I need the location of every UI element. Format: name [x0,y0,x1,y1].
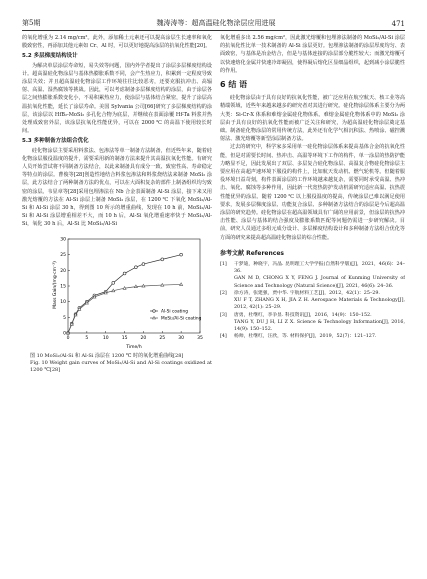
reference-text: TANG Y, DU J H, LI Z X. Science & Technology Information[J], 2016, 14(9): 150–152. [234,319,405,332]
x-tick-label: 0 [66,335,70,341]
x-tick-label: 30 [178,335,185,341]
y-tick-label: 15 [60,284,66,290]
y-tick-label: 30 [60,237,66,243]
reference-item [220,319,405,333]
conclusion-paragraph-2: 过去的研究中，科学家多采用单一硅化物涂层体系来提高基体合金的抗氧化性能，但是对需要长时间、热冲击、高温等环境下工作的构件，单一涂层的热防护能力略显不足，因此发展出了双层、多层复合硅化物涂层、高温复合物硅化物涂层主要应用在高超声速环境下服役的构件上，比如航天发动机、燃气轮机等。但随着服役环境日益苛刻，构件表面涂层的工作环境越来越复杂，需要同时承受高温、热冲击、氧化、腐蚀等多种作用，因此新一代宽热防护发动机需研究适应高温、抗热震性能优异的涂层。随着 1200 ℃ 以上服役温度的提高，传统涂层已难以满足使用要求，发展多层梯度涂层、功能复合涂层、多种制备方法结合的涂层是今后超高温涂层的研究趋势。硅化物涂层在超高温领域具有广阔的应用前景，但涂层的抗热冲击性能、涂层与基体的结合强度及膨胀系数匹配等问题仍需进一步研究解决。目前，研究人员通过多组元成分设计、多层梯度结构设计和多种制备方法组合优化等方面的研究来提高超高温硅化物涂层的综合性能。 [220,144,405,241]
legend-marker [153,309,156,312]
conclusion-paragraph-1: 硅化物涂层由于具有良好的抗氧化性能，被广泛应用在航空航天、核工业等高精端领域，近些年来越来越多的研究者对其进行研究。硅化物涂层体系主要分为两大类：Si-Cr-X 体系和难熔金属硅化物体系。难熔金属硅化物体系中的 MoSi₂ 涂层由于具有良好的抗氧化性能而被广泛关注和研究，为超高温硅化物涂层奠定基础。制备硅化物涂层的常用传统方法，此外还有化学气相沉积法、热喷涂、磁控溅射法、激光熔覆等新型涂层制备方法。 [220,95,405,143]
data-point [134,285,137,288]
reference-item [220,333,405,340]
reference-text: GAN M D, CHONG X Y, FENG J. Journal of Kunming University of Science and Technology (Natural Science)[J], 2021, 46(6): 24–36. [234,276,405,289]
y-tick-label: 25 [60,252,66,258]
data-point [123,286,126,289]
left-column [22,34,212,374]
reference-item [220,261,405,275]
y-tick-label: 0 [63,331,66,337]
reference-number: [3] [220,312,227,318]
x-tick-label: 20 [140,335,147,341]
reference-text: XU F T, ZHANG X H, JIA Z H. Aerospace Materials & Technology[J], 2012, 42(1): 25–29. [234,298,405,311]
reference-item [220,297,405,311]
intro-paragraph: 的氧化增重为 2.14 mg/cm²。此外，添加稀土元素还可以提高涂层生长速率和氧化膜致密性，再添加其他元素如 Cr、Al 时，可以更好地提高涂层的抗氧化性能[20]。 [22,35,212,50]
x-tick-label: 35 [197,335,203,341]
reference-item [220,312,405,319]
figure-caption-en [22,360,212,374]
x-tick-label: 10 [102,335,109,341]
reference-number: [2] [220,290,227,296]
section-5-3-paragraph: 硅化物涂层主要采用料浆法、包渗法等单一制备方法制备，但近些年来，随着硅化物涂层服役温度的提升，需要采用新的制备方法来提升其高温抗氧化性能。有研究人员开始尝试将不同制备方法结合，以此来制备具有成分一致、致密性高、寿命稳定等特点的涂层。曹俊等[28]创造性地结合料浆包渗法和料浆烧结法来制备 MoSi₂ 涂层，此方法结合了两种制备方法的优点，可以在大面积复杂的部件上制备组织均匀致密的涂层。韦显章等[28]采用包埋渗法在 Nb 合金表面制备 Al-Si 涂层，接下来又用激光熔覆的方法在 Al-Si 涂层上制备 MoSi₂ 涂层，在 1200 ℃ 下氧化 MoSi₂/Al-Si 和 Al-Si 涂层 30 h，得到图 10 所示的增重曲线，发现在 10 h 前，MoSi₂/Al-Si 和 Al-Si 涂层增重相差不大，而 10 h 后，Al-Si 氧化增重速率快于 MoSi₂/Al-Si，氧化 30 h 后，Al-Si 比 MoSi₂/Al-Si [22,147,212,228]
reference-text: 干梦迪，种晓宇，冯晶. 昆明理工大学学报(自然科学版)[J]，2021，46(6)：24–36. [234,262,405,275]
issue-label: 第5期 [22,19,41,27]
weight-gain-chart [22,233,212,351]
section-heading-5-3: 5.3 多种制备方法组合优化 [22,138,89,145]
right-intro-paragraph: 氧化增重多出 2.56 mg/cm²，因此激光熔覆和包埋渗法制备的 MoSi₂/Al-Si 涂层的抗氧化性比单一技术制备的 Al-Si 涂层更好。包埋渗法制备的涂层厚度均匀、表面致密，与基体是冶金结合，但是与基体连接的涂层部分脆性较大；而激光熔覆可以快速熔化金属并快速冷却凝固，使得凝后熔化区显细晶组织，起到减小涂层脆性的作用。 [220,35,405,74]
data-point [123,272,126,275]
reference-text: 徐方涛，张建强，贾中华. 宇航材料工艺[J]，2012，42(1)：25–29. [234,290,380,296]
data-point [142,262,145,265]
x-tick-label: 25 [159,335,166,341]
reference-text: 杨帅，杜继红，汪欣，等. 材料保护[J]，2019，52(7)：121–127. [234,334,377,340]
chart-legend [150,308,202,321]
section-heading-5-2: 5.2 多层梯度结构设计 [22,53,78,60]
legend-marker [153,316,156,319]
x-axis-label: Time/h [126,344,142,350]
x-tick-label: 5 [85,335,89,341]
data-point [142,284,145,287]
y-axis-label: Mass Gain/(mg·cm⁻²) [53,260,58,309]
reference-number: [1] [220,262,227,268]
chart-ticks [60,236,203,341]
figure-caption-cn: 图 10 MoSi₂/Al-Si 和 Al-Si 涂层在 1200 ℃ 时的氧化增重曲线[28] [30,352,184,359]
right-column [220,34,405,340]
figure-10 [22,233,212,374]
chart-series [67,253,183,334]
data-point [180,253,183,256]
y-tick-label: 20 [60,268,66,274]
data-point [112,289,115,292]
reference-number: [4] [220,334,227,340]
data-point [161,258,164,261]
y-tick-label: 5 [63,315,66,321]
data-point [134,265,137,268]
section-5-2-paragraph: 为解决单层涂层寿命短，易失效等问题，国内外学者提出了涂层多层梯度结构设计。超高温硅化物涂层与基体热膨胀系数不同，会产生热应力，积累到一定程度导致涂层失效；并且超高温硅化物涂层工作环境往往比较恶劣，还要克服抗冲击、高辐射、高温、湿热腐蚀等挑战。因此，可以考虑制备多层梯度结构的涂层，由于涂层各层之间热膨胀系数变化小，不易积累热应力，使涂层与基体结合紧密，提升了涂层高温抗氧化性能，延长了涂层寿命。美国 Sylvania 公司[66]研究了多层梯度结构的涂层，该涂层以 HfB₂-MoSi₂ 多孔化合物为底层，并继续在表面涂覆 Hf-Ta 料浆并热处理成致密外层，该涂层抗氧化性能优异，可以在 2000 ℃ 的高温下使用较长时间。 [22,62,212,135]
reference-item [220,290,405,297]
legend-label: Al-Si coating [161,309,188,315]
reference-text: 唐勇，杜继红，李争显. 科技资讯[J]，2016，14(9)：150–152. [234,312,372,318]
x-tick-label: 15 [121,335,128,341]
data-point [180,283,183,286]
page-number: 471 [391,20,405,28]
reference-list [220,261,405,340]
reference-item [220,275,405,289]
figure-caption-en-label: Fig. 10 [30,359,48,366]
running-title: 魏涛涛等：超高温硅化物涂层应用进展 [156,19,276,27]
y-tick-label: 10 [60,299,66,305]
figure-caption-en-text: Weight gain curves of MoSi₂/Al-Si and Al-Si coatings oxidized at 1200 ℃[28] [30,359,212,373]
page-header [22,8,405,31]
data-point [112,281,115,284]
section-heading-6: 6 结 语 [220,80,248,90]
legend-label: MoSi₂/Al-Si coating [161,316,202,322]
references-title: 参考文献 References [220,249,284,257]
data-point [161,283,164,286]
